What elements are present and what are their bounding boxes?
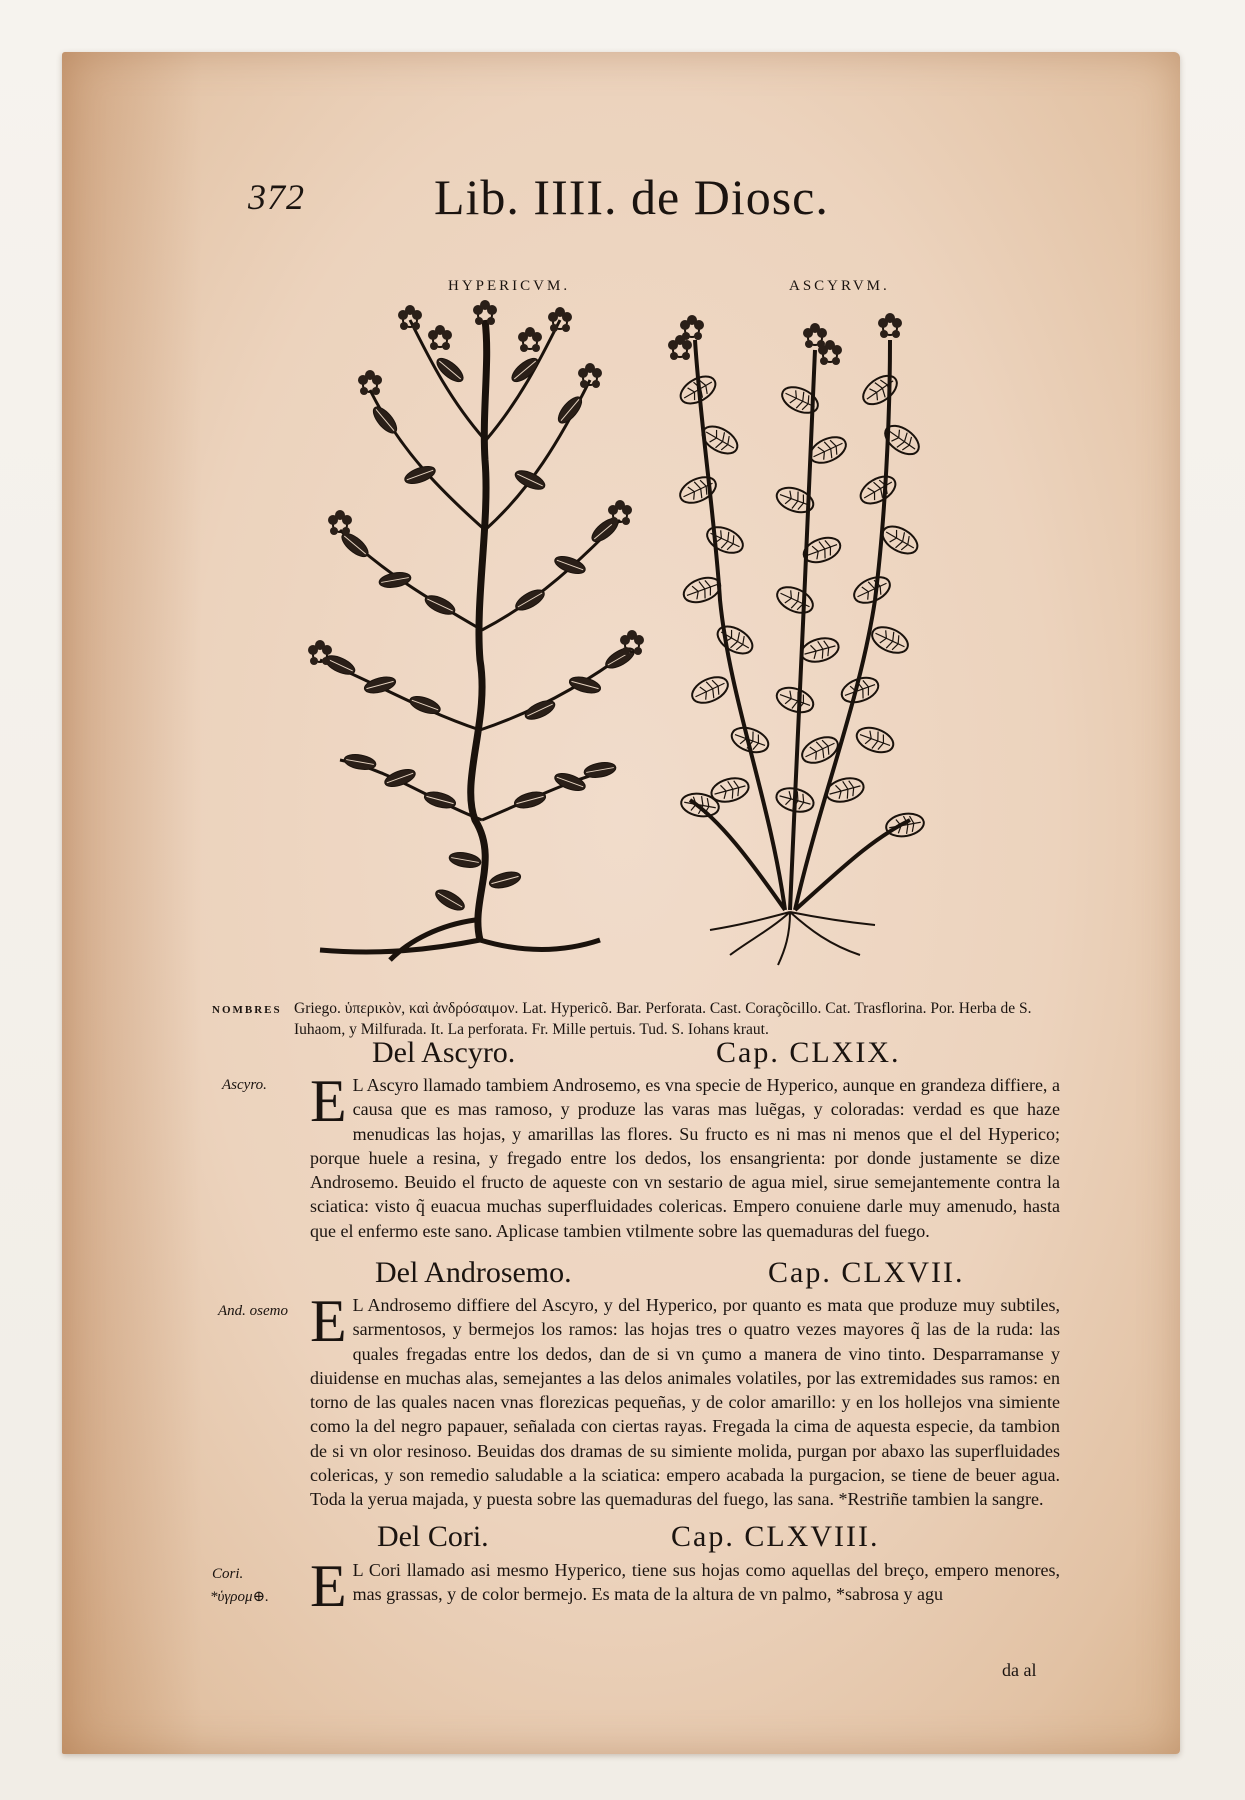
paragraph-cori bbox=[310, 1553, 1060, 1619]
drop-cap: E bbox=[310, 1068, 347, 1134]
section-title-cori: Del Cori. bbox=[377, 1520, 489, 1553]
margin-note-cori-greek: *ὑγρομ⊕. bbox=[210, 1589, 269, 1605]
hypericum-label: HYPERICVM. bbox=[448, 278, 571, 294]
catchword: da al bbox=[1002, 1660, 1037, 1680]
paragraph-androsemo bbox=[310, 1288, 1060, 1512]
age-stain bbox=[62, 52, 202, 1754]
names-tag: NOMBRES bbox=[212, 1004, 282, 1016]
section-title-ascyro: Del Ascyro. bbox=[372, 1036, 516, 1069]
chapter-cori: Cap. CLXVIII. bbox=[671, 1520, 880, 1553]
page-number: 372 bbox=[248, 177, 305, 217]
hypericum-woodcut bbox=[308, 300, 644, 960]
drop-cap: E bbox=[310, 1553, 347, 1619]
running-head: Lib. IIII. de Diosc. bbox=[434, 169, 829, 225]
chapter-androsemo: Cap. CLXVII. bbox=[768, 1256, 965, 1289]
ascyrum-label: ASCYRVM. bbox=[789, 278, 890, 294]
paragraph-text: L Ascyro llamado tambiem Androsemo, es vna specie de Hyperico, aunque en grandeza diffiere, a causa que es mas ramoso, y produze las varas mas luẽgas, y coloradas: verdad es que haze menudicas las hojas, y amarillas las flores. Su fructo es ni mas ni menos que el del Hyperico; porque huele a resina, y fregado entre los dedos, los ensangrienta: por donde justamente se dize Androsemo. Beuido el fructo de aqueste con vn sestario de agua miel, sirue semejantemente contra la sciatica: visto q̃ euacua muchas superfluidades colericas. Empero conuiene darle muy amenudo, hasta que el enfermo este sano. Aplicase tambien vtilmente sobre las quemaduras del fuego. bbox=[310, 1075, 1060, 1241]
page-header bbox=[248, 168, 948, 232]
paragraph-text: L Cori llamado asi mesmo Hyperico, tiene sus hojas como aquellas del breço, empero menores, mas grassas, y de color bermejo. Es mata de la altura de vn palmo, *sabrosa y agu bbox=[352, 1560, 1060, 1605]
paragraph-text: L Androsemo diffiere del Ascyro, y del Hyperico, por quanto es mata que produze muy subtiles, sarmentosos, y bermejos los ramos: las hojas tres o quatro vezes mayores q̃ las de la ruda: las quales fregadas entre los dedos, dan de si vn çumo a manera de vino tinto. Desparramanse y diuidense en muchas alas, semejantes a las delos animales volatiles, por las extremidades sus ramos: en torno de las quales nacen vnas florezicas pequeñas, y de color amarillo: y en los hollejos vna simiente como la del negro papauer, señalada con ciertas rayas. Fregada la cima de aquesta especie, da tambion de si vn olor resinoso. Beuidas dos dramas de su simiente molida, purgan por abaxo las superfluidades colericas, y son remedio saludable a la sciatica: empero acabada la purgacion, se tiene de beuer agua. Toda la yerua majada, y puesta sobre las quemaduras del fuego, las sana. *Restriñe tambien la sangre. bbox=[310, 1295, 1060, 1510]
margin-note-cori: Cori. bbox=[212, 1566, 244, 1582]
margin-note-androsemo: And. osemo bbox=[218, 1303, 288, 1319]
margin-note-ascyro: Ascyro. bbox=[222, 1077, 267, 1093]
ascyrum-woodcut bbox=[668, 313, 926, 965]
woodcut-plate bbox=[300, 300, 980, 968]
paragraph-ascyro bbox=[310, 1068, 1060, 1243]
names-text: Griego. ὑπερικὸν, καὶ ἀνδρόσαιμον. Lat. Hypericõ. Bar. Perforata. Cast. Coraçõcillo. Cat. Trasflorina. Por. Herba de S. Iuhaom, y Milfurada. It. La perforata. Fr. Mille pertuis. Tud. S. Iohans kraut. bbox=[294, 1000, 1032, 1038]
drop-cap: E bbox=[310, 1288, 347, 1354]
chapter-ascyro: Cap. CLXIX. bbox=[716, 1036, 901, 1069]
woodcut-illustration bbox=[300, 300, 980, 968]
section-title-androsemo: Del Androsemo. bbox=[375, 1256, 572, 1289]
